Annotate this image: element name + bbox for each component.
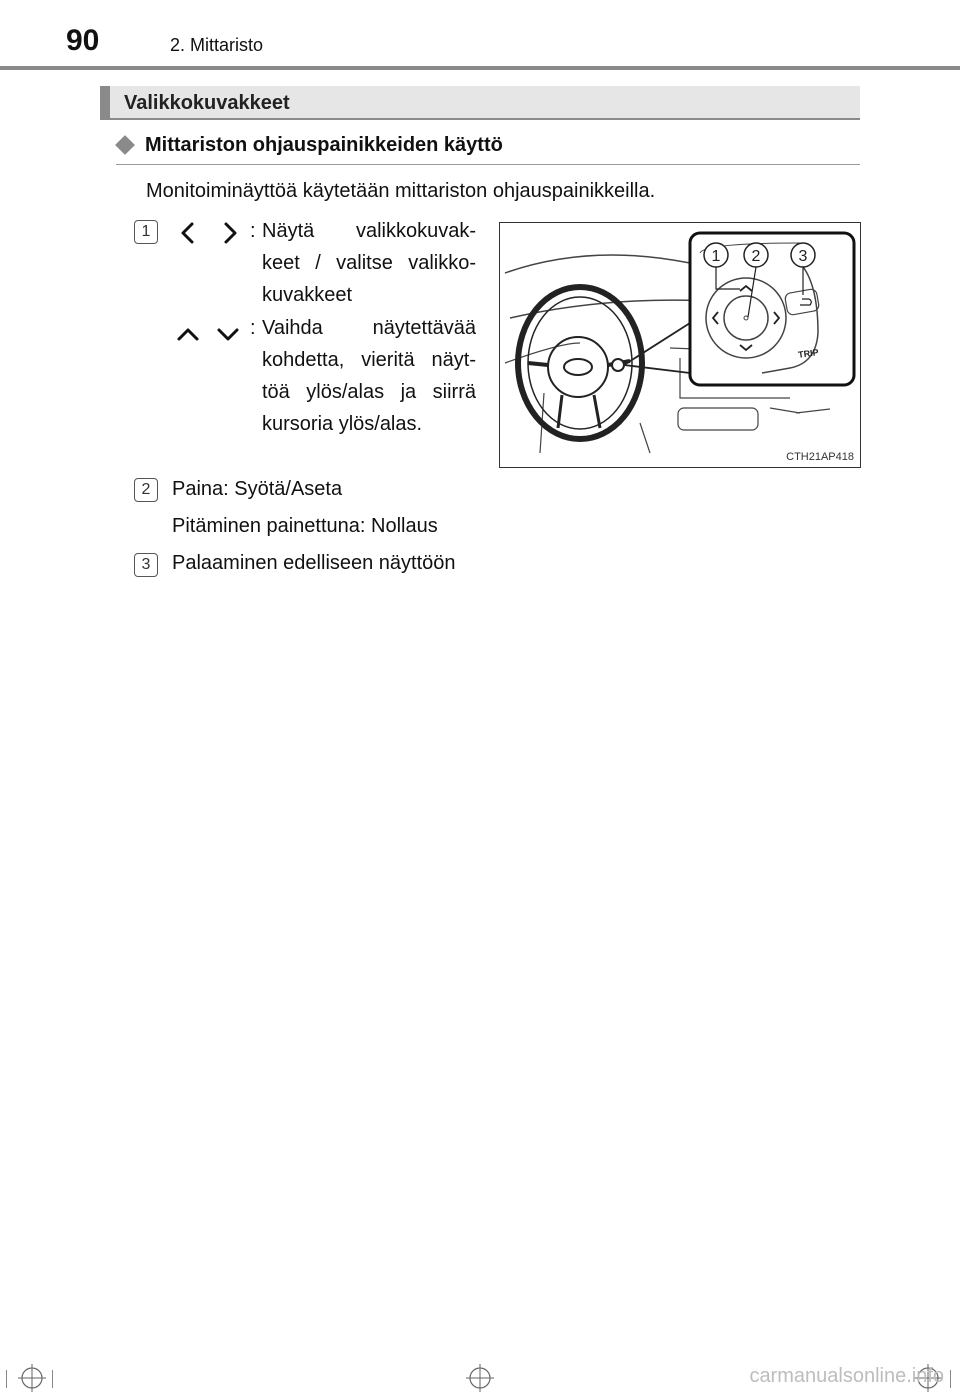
chevron-left-icon	[176, 221, 200, 245]
chevron-right-icon	[218, 221, 242, 245]
chapter-title: 2. Mittaristo	[170, 35, 264, 55]
registration-mark-icon	[466, 1364, 494, 1392]
steering-wheel-illustration	[500, 223, 860, 467]
chevron-up-icon	[176, 322, 200, 346]
figure-code: CTH21AP418	[786, 451, 854, 463]
section-title: Valikkokuvakkeet	[124, 92, 290, 114]
registration-mark-icon	[18, 1364, 46, 1392]
desc-line: keet / valitse valikko-	[262, 252, 476, 274]
desc-line: Vaihda näytettävää	[262, 317, 476, 339]
section-bar	[100, 86, 860, 120]
item-2-text: Paina: Syötä/Aseta	[172, 478, 343, 500]
left-right-description	[250, 215, 480, 315]
crop-line	[950, 1370, 951, 1388]
crop-line	[52, 1370, 53, 1388]
item-2-subtext: Pitäminen painettuna: Nollaus	[172, 515, 438, 537]
steering-wheel-figure	[499, 222, 861, 468]
intro-text: Monitoiminäyttöä käytetään mittariston ohjauspainikkeilla.	[146, 180, 656, 202]
item-number-1: 1	[134, 220, 158, 244]
page-number: 90	[66, 24, 100, 57]
desc-line: kohdetta, vieritä näyt-	[262, 349, 476, 371]
callout-2: 2	[751, 248, 761, 265]
header-rule	[0, 66, 960, 70]
callout-1: 1	[711, 248, 721, 265]
item-number-3: 3	[134, 553, 158, 577]
diamond-bullet-icon	[115, 135, 135, 155]
callout-3: 3	[798, 248, 808, 265]
crop-line	[6, 1370, 7, 1388]
up-down-description	[250, 312, 480, 444]
footer-watermark: carmanualsonline.info	[749, 1365, 944, 1387]
item-3-text: Palaaminen edelliseen näyttöön	[172, 552, 456, 574]
chevron-down-icon	[216, 322, 240, 346]
colon: :	[250, 220, 256, 242]
desc-line: töä ylös/alas ja siirrä	[262, 381, 476, 403]
desc-line: kuvakkeet	[262, 284, 353, 306]
desc-line: Näytä valikkokuvak-	[262, 220, 476, 242]
colon: :	[250, 317, 256, 339]
subsection-heading	[116, 132, 860, 165]
desc-line: kursoria ylös/alas.	[262, 413, 423, 435]
item-number-2: 2	[134, 478, 158, 502]
subsection-title: Mittariston ohjauspainikkeiden käyttö	[145, 134, 503, 156]
trip-button-label: TRIP	[797, 347, 820, 360]
